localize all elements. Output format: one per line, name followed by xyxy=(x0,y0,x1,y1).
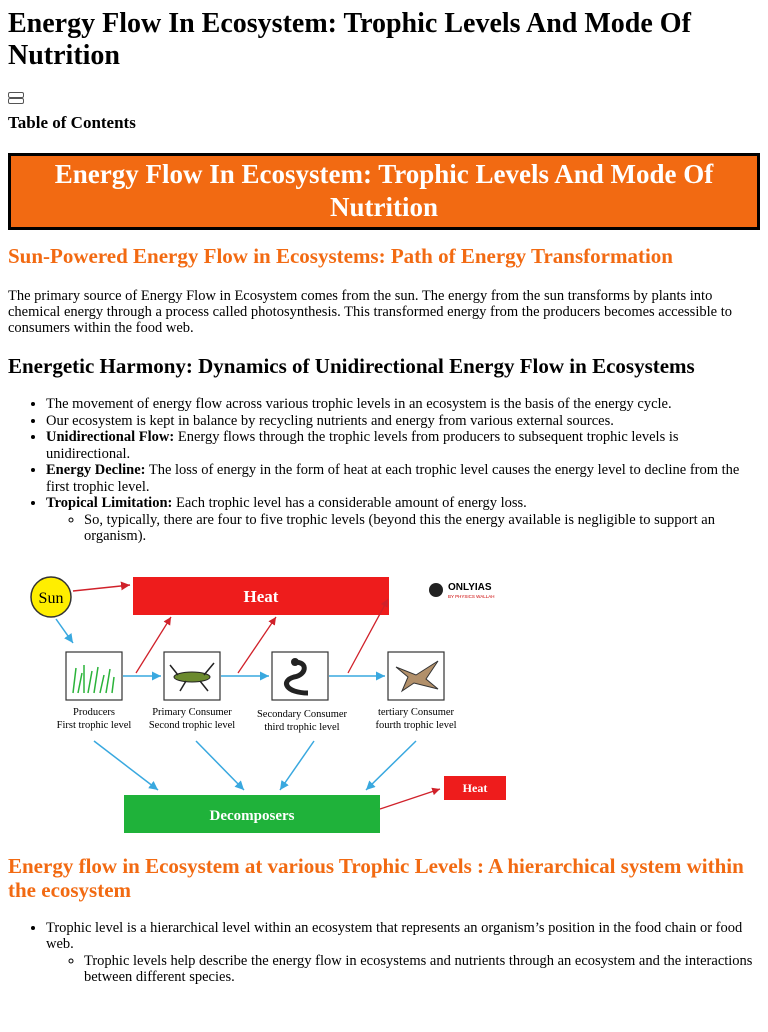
sun-node xyxy=(31,577,71,617)
section-heading-sun-powered: Sun-Powered Energy Flow in Ecosystems: Path of Energy Transformation xyxy=(8,244,673,268)
level-label: First trophic level xyxy=(56,719,132,731)
heat-label: Heat xyxy=(243,586,279,606)
producers-node xyxy=(66,652,122,700)
level-name-label: tertiary Consumer xyxy=(377,706,455,718)
section-heading-energetic-harmony: Energetic Harmony: Dynamics of Unidirectional Energy Flow in Ecosystems xyxy=(8,354,695,378)
svg-text:BY PHYSICS WALLAH: BY PHYSICS WALLAH xyxy=(448,593,495,599)
title-banner: Energy Flow In Ecosystem: Trophic Levels And Mode Of Nutrition xyxy=(8,153,760,230)
trophic-level-list xyxy=(8,920,760,986)
list-item: • Our ecosystem is kept in balance by recycling nutrients and energy from various external sources. xyxy=(46,413,760,430)
section-paragraph: The primary source of Energy Flow in Ecosystem comes from the sun. The energy from the sun transforms by plants into chemical energy through a process called photosynthesis. This transformed energy from the producers becomes accessible to consumers within the food web. xyxy=(8,288,732,336)
svg-text:ONLYIAS: ONLYIAS xyxy=(448,581,492,593)
level-name-label: Primary Consumer xyxy=(152,706,232,718)
toc-toggle-icon[interactable] xyxy=(8,92,24,104)
secondary-consumer-node xyxy=(272,652,328,700)
list-item: • Trophic level is a hierarchical level within an ecosystem that represents an organism’s position in the food chain or food web. ◦ Trophic levels help describe the energy flow in ecosystems and nutrients through an ecosystem and the interactions between different species. xyxy=(46,920,760,986)
list-item: • Unidirectional Flow: Energy flows through the trophic levels from producers to subsequent trophic levels is unidirectional. xyxy=(46,429,760,462)
level-label: third trophic level xyxy=(264,721,340,733)
page-title: Energy Flow In Ecosystem: Trophic Levels And Mode Of Nutrition xyxy=(8,8,691,71)
sun-label: Sun xyxy=(38,589,64,607)
primary-consumer-node xyxy=(164,652,220,700)
article xyxy=(0,8,768,986)
decomposers-label: Decomposers xyxy=(209,807,295,824)
heat-small-label: Heat xyxy=(462,780,488,795)
list-item: • The movement of energy flow across various trophic levels in an ecosystem is the basis of the energy cycle. xyxy=(46,396,760,413)
level-label: fourth trophic level xyxy=(375,719,457,731)
level-name-label: Producers xyxy=(73,706,115,718)
section-heading-trophic-levels: Energy flow in Ecosystem at various Trophic Levels : A hierarchical system within the ecosystem xyxy=(8,853,744,902)
energy-flow-list xyxy=(8,396,760,545)
energy-flow-diagram xyxy=(18,563,518,839)
sub-list-item: ◦ So, typically, there are four to five trophic levels (beyond this the energy available is negligible to support an organism). xyxy=(84,512,760,545)
level-name-label: Secondary Consumer xyxy=(256,708,348,720)
sub-list-item: ◦ Trophic levels help describe the energy flow in ecosystems and nutrients through an ecosystem and the interactions between different species. xyxy=(84,953,760,986)
tertiary-consumer-node xyxy=(388,652,444,700)
table-of-contents-label[interactable]: Table of Contents xyxy=(8,113,136,132)
level-label: Second trophic level xyxy=(148,719,236,731)
list-item: • Tropical Limitation: Each trophic level has a considerable amount of energy loss. ◦ So, typically, there are four to five trophic levels (beyond this the energy available is negligible to support an organism). xyxy=(46,495,760,545)
list-item: • Energy Decline: The loss of energy in the form of heat at each trophic level causes the energy level to decline from the first trophic level. xyxy=(46,462,760,495)
